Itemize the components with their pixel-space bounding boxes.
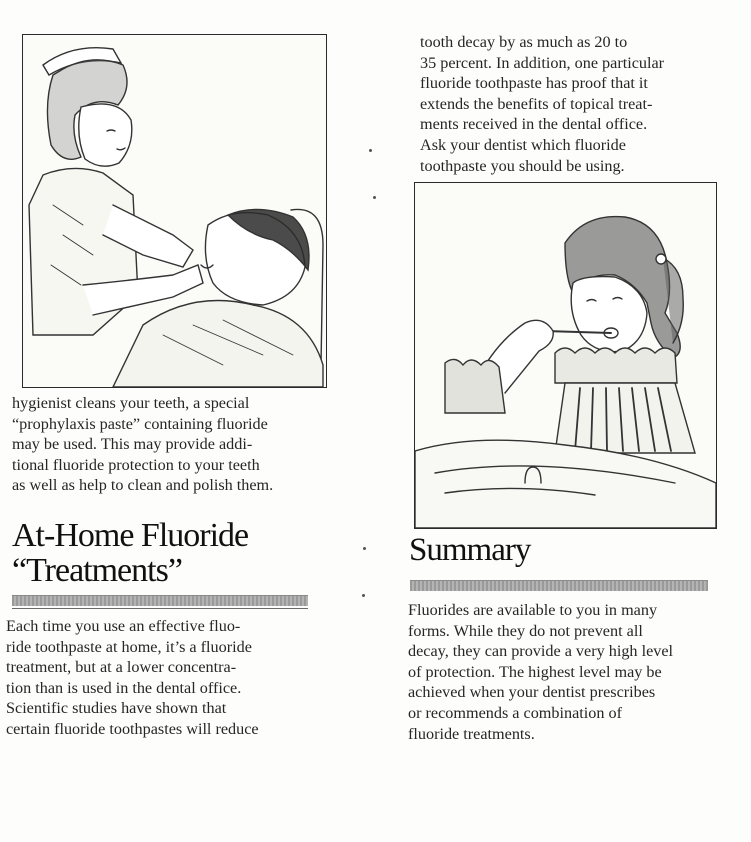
text-line: 35 percent. In addition, one particular: [420, 53, 665, 72]
girl-brushing-illustration: [414, 182, 717, 529]
heading-line: At-Home Fluoride: [12, 517, 249, 554]
section-rule-left-underline: [12, 608, 308, 609]
scan-speck: [363, 547, 366, 550]
section-rule-left: [12, 595, 308, 606]
text-line: tion than is used in the dental office.: [6, 678, 242, 697]
summary-heading: [409, 532, 530, 568]
text-line: may be used. This may provide addi-: [12, 435, 253, 454]
summary-paragraph: [408, 600, 728, 744]
text-line: decay, they can provide a very high level: [408, 642, 674, 661]
text-line: achieved when your dentist prescribes: [408, 683, 656, 702]
text-line: Fluorides are available to you in many: [408, 601, 658, 619]
text-line: forms. While they do not prevent all: [408, 621, 643, 640]
scan-speck: [373, 196, 376, 199]
text-line: tooth decay by as much as 20 to: [420, 33, 628, 51]
heading-line: Summary: [409, 532, 531, 568]
text-line: treatment, but at a lower concentra-: [6, 658, 237, 677]
text-line: certain fluoride toothpastes will reduce: [6, 719, 259, 738]
hygienist-illustration: [22, 34, 327, 388]
at-home-heading: [12, 518, 248, 588]
girl-brushing-drawing: [415, 183, 716, 528]
heading-line: “Treatments”: [12, 552, 182, 589]
at-home-paragraph: [6, 616, 318, 740]
text-line: fluoride treatments.: [408, 724, 535, 743]
hygienist-drawing: [23, 35, 326, 387]
text-line: tional fluoride protection to your teeth: [12, 455, 260, 474]
text-line: hygienist cleans your teeth, a special: [12, 394, 250, 412]
scan-speck: [362, 594, 365, 597]
text-line: ments received in the dental office.: [420, 115, 648, 134]
text-line: Ask your dentist which fluoride: [420, 135, 626, 154]
continued-paragraph-left: [12, 393, 324, 496]
text-line: as well as help to clean and polish them.: [12, 476, 274, 495]
text-line: or recommends a combination of: [408, 703, 622, 722]
text-line: Scientific studies have shown that: [6, 699, 227, 718]
text-line: of protection. The highest level may be: [408, 662, 662, 681]
text-line: Each time you use an effective fluo-: [6, 617, 241, 635]
text-line: ride toothpaste at home, it’s a fluoride: [6, 637, 252, 656]
text-line: extends the benefits of topical treat-: [420, 94, 653, 113]
section-rule-right: [410, 580, 708, 591]
text-line: “prophylaxis paste” containing fluoride: [12, 414, 268, 433]
continued-paragraph-right: [420, 32, 730, 176]
scan-speck: [369, 149, 372, 152]
text-line: toothpaste you should be using.: [420, 156, 625, 175]
text-line: fluoride toothpaste has proof that it: [420, 74, 648, 93]
